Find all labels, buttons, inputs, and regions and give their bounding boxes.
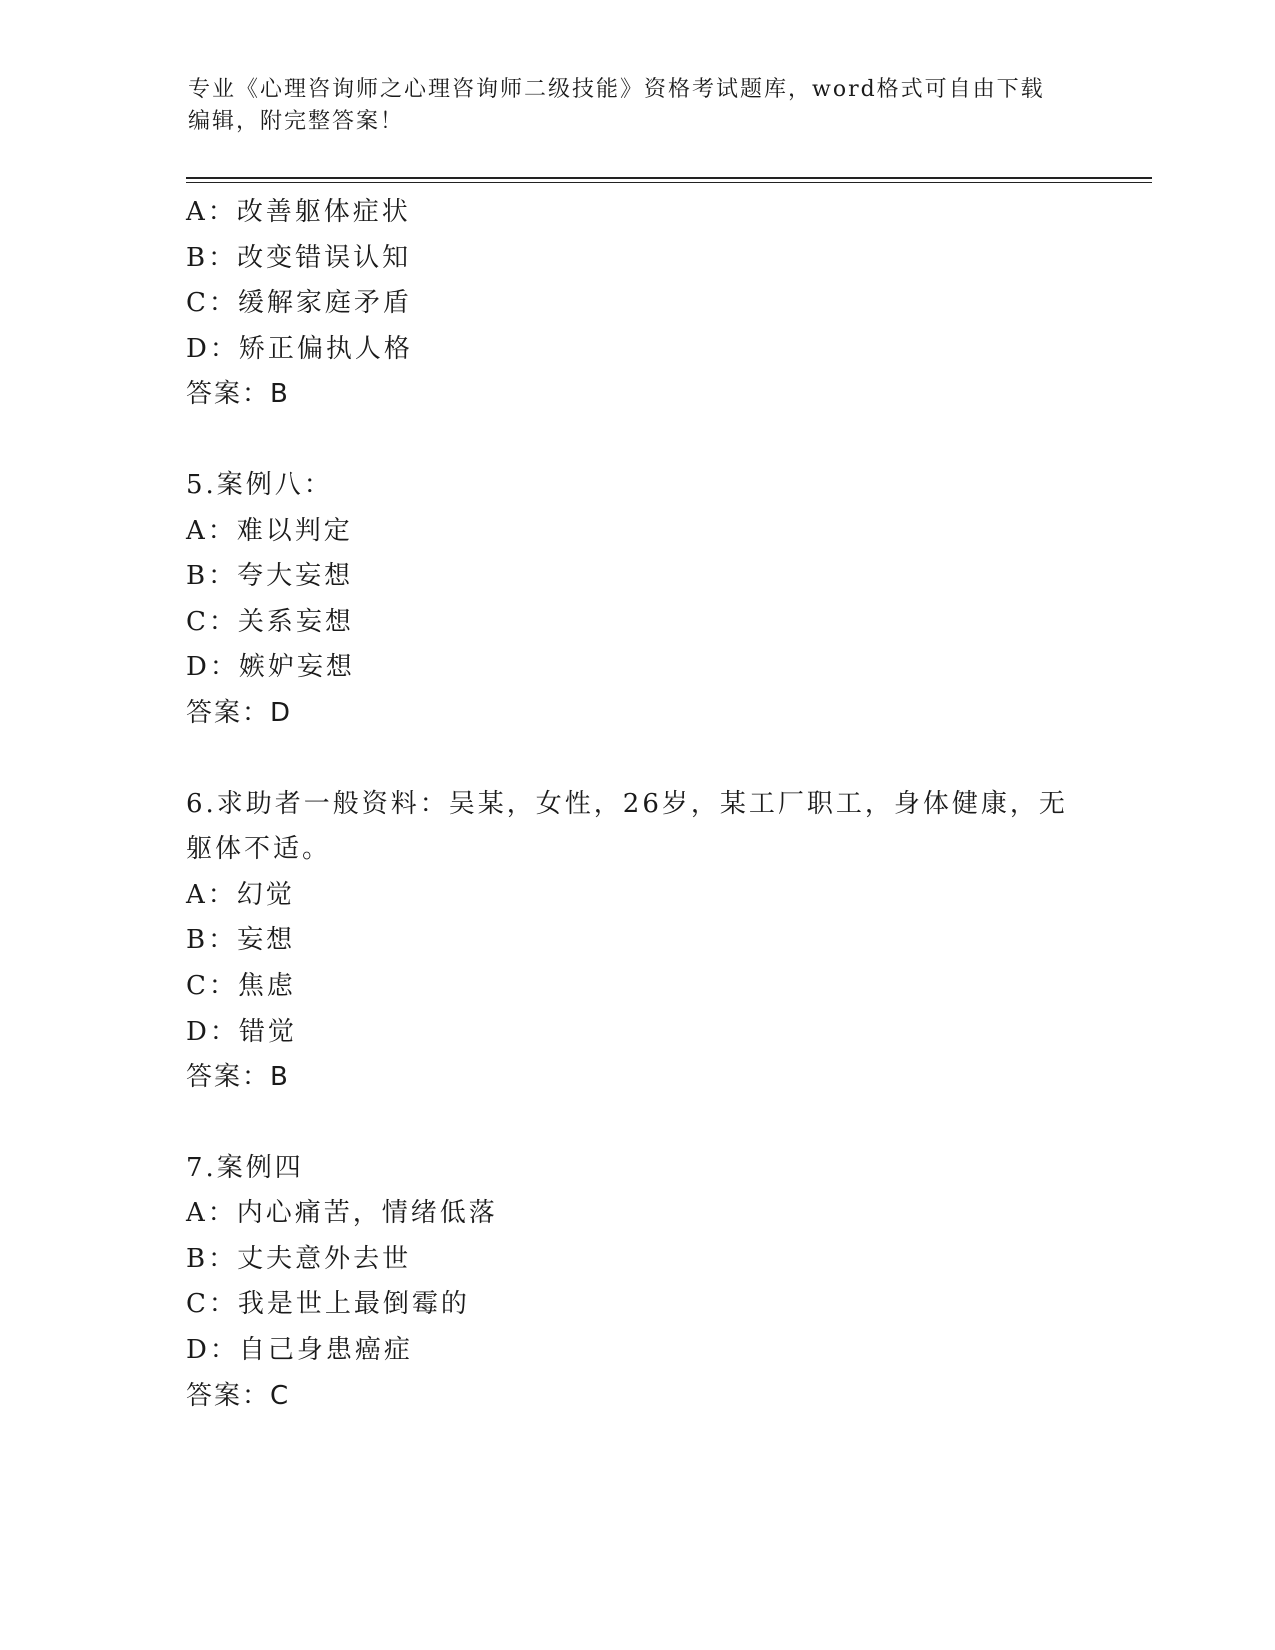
option-a: A：改善躯体症状 bbox=[186, 197, 411, 227]
option-b: B：夸大妄想 bbox=[186, 561, 354, 592]
option-d: D：自己身患癌症 bbox=[186, 1335, 413, 1366]
question-list bbox=[186, 190, 1086, 1419]
option-d: D：矫正偏执人格 bbox=[186, 333, 413, 364]
header-rule-thin bbox=[186, 182, 1152, 183]
answer-line: 答案：C bbox=[186, 1380, 291, 1411]
option-d: D：错觉 bbox=[186, 1016, 297, 1047]
option-b: B：改变错误认知 bbox=[186, 242, 412, 273]
question-block-carryover bbox=[186, 190, 1086, 418]
header-rule-thick bbox=[186, 177, 1152, 179]
spacer bbox=[186, 737, 1086, 782]
option-c: C：关系妄想 bbox=[186, 606, 354, 637]
spacer bbox=[186, 418, 1086, 463]
header-line-2: 编辑，附完整答案！ bbox=[188, 109, 405, 134]
answer-line: 答案：B bbox=[186, 1062, 290, 1093]
document-header bbox=[188, 74, 1068, 138]
question-stem: 7.案例四 bbox=[186, 1152, 304, 1183]
answer-line: 答案：D bbox=[186, 697, 293, 728]
question-stem-line-2: 躯体不适。 bbox=[186, 834, 332, 865]
option-a: A：内心痛苦，情绪低落 bbox=[186, 1198, 498, 1229]
option-a: A：幻觉 bbox=[186, 879, 295, 910]
question-stem-line-1: 6.求助者一般资料：吴某，女性，26岁，某工厂职工，身体健康，无 bbox=[186, 788, 1068, 819]
option-b: B：丈夫意外去世 bbox=[186, 1243, 412, 1274]
option-c: C：缓解家庭矛盾 bbox=[186, 288, 412, 319]
question-block-5 bbox=[186, 463, 1086, 737]
option-c: C：我是世上最倒霉的 bbox=[186, 1289, 470, 1320]
option-c: C：焦虑 bbox=[186, 970, 296, 1001]
question-block-6 bbox=[186, 782, 1086, 1101]
header-line-1: 专业《心理咨询师之心理咨询师二级技能》资格考试题库，word格式可自由下载 bbox=[188, 77, 1045, 102]
answer-line: 答案：B bbox=[186, 379, 290, 410]
question-stem: 5.案例八： bbox=[186, 469, 333, 500]
option-d: D：嫉妒妄想 bbox=[186, 652, 355, 683]
option-b: B：妄想 bbox=[186, 925, 296, 956]
option-a: A：难以判定 bbox=[186, 515, 353, 546]
spacer bbox=[186, 1101, 1086, 1146]
question-block-7 bbox=[186, 1146, 1086, 1420]
